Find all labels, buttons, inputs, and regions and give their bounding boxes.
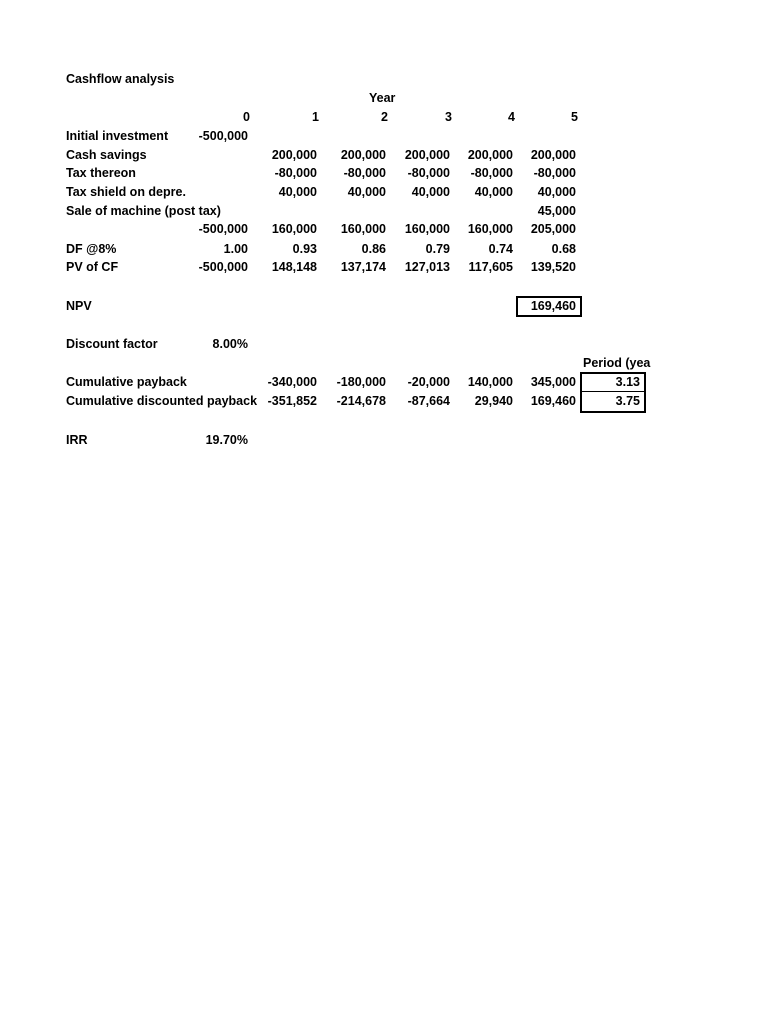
pv-of-cf-label: PV of CF [66,260,119,274]
tax-thereon-label: Tax thereon [66,166,136,180]
net-cashflow-y0: -500,000 [198,222,248,236]
pv-of-cf-y5: 139,520 [530,260,576,274]
year-0: 0 [243,110,250,124]
cumulative-payback-y1: -340,000 [267,375,317,389]
cumulative-discounted-payback-y4: 29,940 [474,394,513,408]
tax-thereon-y1: -80,000 [274,166,317,180]
df-y1: 0.93 [292,242,317,256]
cash-savings-y3: 200,000 [404,148,450,162]
period-header: Period (yea [583,356,651,370]
cumulative-payback-label: Cumulative payback [66,375,187,389]
initial-investment-y0: -500,000 [198,129,248,143]
tax-shield-y1: 40,000 [278,185,317,199]
cash-savings-y5: 200,000 [530,148,576,162]
irr-value: 19.70% [205,433,248,447]
df-y4: 0.74 [488,242,513,256]
year-2: 2 [381,110,388,124]
net-cashflow-y1: 160,000 [271,222,317,236]
tax-thereon-y4: -80,000 [470,166,513,180]
net-cashflow-y4: 160,000 [467,222,513,236]
cash-savings-y1: 200,000 [271,148,317,162]
cash-savings-y4: 200,000 [467,148,513,162]
cumulative-discounted-payback-label: Cumulative discounted payback [66,394,258,408]
tax-shield-label: Tax shield on depre. [66,185,186,199]
pv-of-cf-y1: 148,148 [271,260,317,274]
tax-thereon-y5: -80,000 [533,166,576,180]
net-cashflow-y5: 205,000 [530,222,576,236]
initial-investment-label: Initial investment [66,129,169,143]
df-y5: 0.68 [551,242,576,256]
cumulative-payback-y3: -20,000 [407,375,450,389]
sale-of-machine-label: Sale of machine (post tax) [66,204,221,218]
irr-label: IRR [66,433,88,447]
year-3: 3 [445,110,452,124]
tax-shield-y4: 40,000 [474,185,513,199]
tax-shield-y3: 40,000 [411,185,450,199]
tax-shield-y5: 40,000 [537,185,576,199]
sale-of-machine-y5: 45,000 [537,204,576,218]
cumulative-payback-y2: -180,000 [336,375,386,389]
discount-factor-value: 8.00% [212,337,248,351]
df-y2: 0.86 [361,242,386,256]
npv-value: 169,460 [530,299,576,313]
pv-of-cf-y2: 137,174 [340,260,386,274]
cumulative-discounted-payback-y1: -351,852 [267,394,317,408]
page-title: Cashflow analysis [66,72,175,86]
net-cashflow-y3: 160,000 [404,222,450,236]
cumulative-discounted-payback-y2: -214,678 [336,394,386,408]
tax-shield-y2: 40,000 [347,185,386,199]
tax-thereon-y2: -80,000 [343,166,386,180]
year-5: 5 [571,110,578,124]
npv-label: NPV [66,299,92,313]
discounted-payback-period-value: 3.75 [615,394,640,408]
year-4: 4 [508,110,515,124]
pv-of-cf-y3: 127,013 [404,260,450,274]
df-y3: 0.79 [425,242,450,256]
tax-thereon-y3: -80,000 [407,166,450,180]
net-cashflow-y2: 160,000 [340,222,386,236]
cumulative-discounted-payback-y5: 169,460 [530,394,576,408]
payback-period-value: 3.13 [615,375,640,389]
cumulative-discounted-payback-y3: -87,664 [407,394,450,408]
cash-savings-y2: 200,000 [340,148,386,162]
cumulative-payback-y4: 140,000 [467,375,513,389]
pv-of-cf-y0: -500,000 [198,260,248,274]
df-y0: 1.00 [223,242,248,256]
year-header: Year [369,91,396,105]
pv-of-cf-y4: 117,605 [468,260,513,274]
df-label: DF @8% [66,242,117,256]
cash-savings-label: Cash savings [66,148,147,162]
year-1: 1 [312,110,319,124]
discount-factor-label: Discount factor [66,337,158,351]
cumulative-payback-y5: 345,000 [530,375,576,389]
